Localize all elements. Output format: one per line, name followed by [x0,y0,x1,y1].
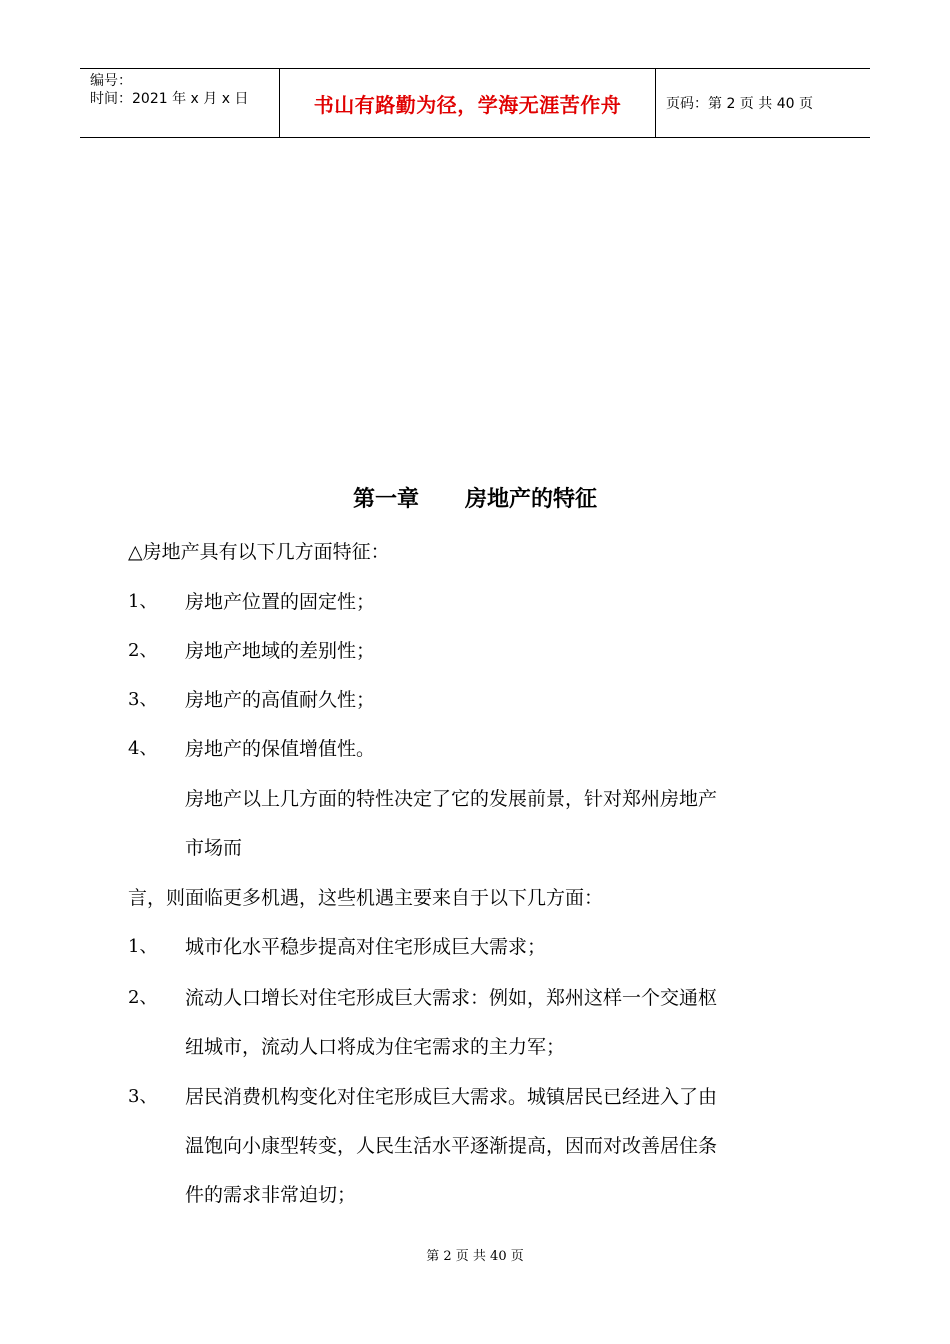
list-item: 房地产的高值耐久性； [185,689,376,711]
list-item: 城市化水平稳步提高对住宅形成巨大需求； [185,936,547,958]
header-motto: 书山有路勤为径，学海无涯苦作舟 [280,69,656,137]
list-item-number: 4、 [128,738,158,759]
page-footer: 第 2 页 共 40 页 [426,1249,524,1264]
list-item-number: 1、 [128,936,158,957]
list-item: 流动人口增长对住宅形成巨大需求：例如，郑州这样一个交通枢 [185,987,718,1009]
list-item-number: 2、 [128,987,158,1008]
paragraph-line: 市场而 [185,837,243,859]
header-page-info: 页码：第 2 页 共 40 页 [666,96,813,112]
header-meta [80,69,280,137]
page-header [80,68,870,138]
intro-text: △房地产具有以下几方面特征： [128,541,390,563]
paragraph-line: 言，则面临更多机遇，这些机遇主要来自于以下几方面： [128,887,604,909]
list-item-continuation: 纽城市，流动人口将成为住宅需求的主力军； [185,1036,566,1058]
chapter-title: 第一章 房地产的特征 [353,487,597,512]
list-item: 房地产地域的差别性； [185,640,376,662]
list-item-number: 1、 [128,591,158,612]
list-item-number: 2、 [128,640,158,661]
list-item-number: 3、 [128,1086,158,1107]
paragraph-line: 房地产以上几方面的特性决定了它的发展前景，针对郑州房地产 [185,788,718,810]
list-item: 居民消费机构变化对住宅形成巨大需求。城镇居民已经进入了由 [185,1086,718,1108]
list-item-continuation: 件的需求非常迫切； [185,1184,357,1206]
list-item: 房地产位置的固定性； [185,591,376,613]
document-number: 编号： [90,73,132,89]
list-item: 房地产的保值增值性。 [185,738,376,760]
document-date: 时间：2021 年 x 月 x 日 [90,91,249,107]
list-item-continuation: 温饱向小康型转变，人民生活水平逐渐提高，因而对改善居住条 [185,1135,718,1157]
list-item-number: 3、 [128,689,158,710]
